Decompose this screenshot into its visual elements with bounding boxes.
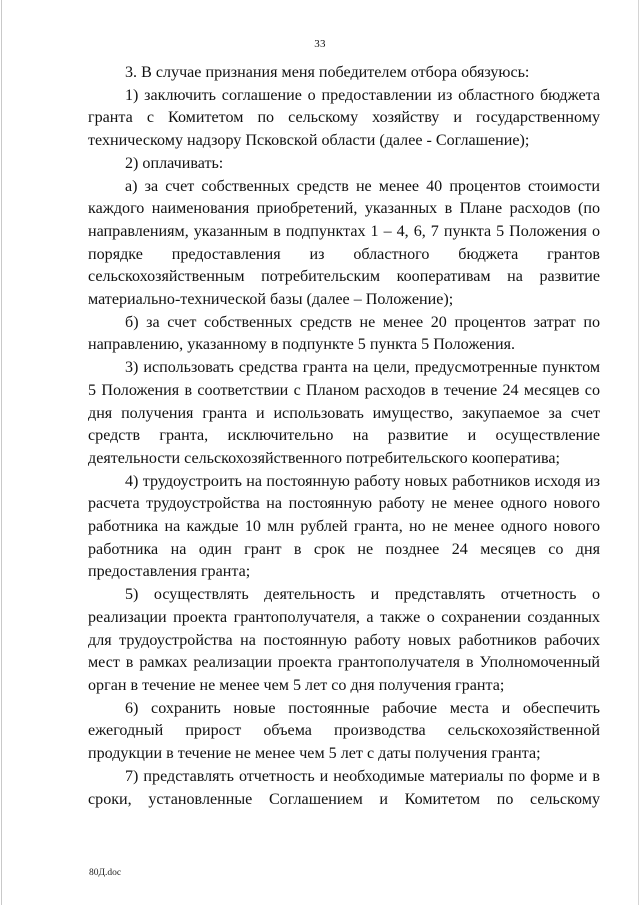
- page-left-edge: [1, 0, 2, 905]
- page-right-edge: [638, 0, 639, 905]
- page-number: 33: [314, 38, 326, 50]
- paragraph-item-6-jobs: 6) сохранить новые постоянные рабочие места и обеспечить ежегодный прирост объема производства сельскохозяйственной продукции в течение не менее чем 5 лет с даты получения гранта;: [88, 699, 600, 763]
- paragraph-item-7-materials: 7) представлять отчетность и необходимые материалы по форме и в сроки, установленные Соглашением и Комитетом по сельскому: [88, 767, 600, 808]
- paragraph-subitem-b: б) за счет собственных средств не менее 20 процентов затрат по направлению, указанному в подпункте 5 пункта 5 Положения.: [88, 313, 600, 354]
- paragraph-item-4-employment: 4) трудоустроить на постоянную работу новых работников исходя из расчета трудоустройства на постоянную работу не менее одного нового работника на каждые 10 млн рублей гранта, но не менее одного нового работника на один грант в срок не позднее 24 месяцев со дня предоставления гранта;: [88, 472, 600, 581]
- paragraph-item-2-payment: 2) оплачивать:: [125, 154, 224, 172]
- paragraph-item-5-reporting: 5) осуществлять деятельность и представлять отчетность о реализации проекта грантополучателя, а также о сохранении созданных для трудоустройства на постоянную работу новых работников рабочих мест в рамках реализации проекта грантополучателя в Уполномоченный орган в течение не менее чем 5 лет со дня получения гранта;: [88, 586, 600, 694]
- footer-filename: 80Д.doc: [89, 868, 122, 878]
- paragraph-subitem-a: а) за счет собственных средств не менее 40 процентов стоимости каждого наименования приобретений, указанных в Плане расходов (по направлениям, указанным в подпунктах 1 – 4, 6, 7 пункта 5 Положения о порядке предоставления из областного бюджета грантов сельскохозяйственным потребительским кооперативам на развитие материально-технической базы (далее – Положение);: [88, 177, 600, 309]
- paragraph-item-1-agreement: 1) заключить соглашение о предоставлении из областного бюджета гранта с Комитетом по сельскому хозяйству и государственному техническому надзору Псковской области (далее - Соглашение);: [88, 86, 600, 150]
- paragraph-obligations-intro: 3. В случае признания меня победителем отбора обязуюсь:: [125, 64, 530, 81]
- document-body: [88, 62, 600, 811]
- paragraph-item-3-grant-use: 3) использовать средства гранта на цели, предусмотренные пунктом 5 Положения в соответствии с Планом расходов в течение 24 месяцев со дня получения гранта и использовать имущество, закупаемое за счет средств гранта, исключительно на развитие и осуществление деятельности сельскохозяйственного потребительского кооператива;: [88, 359, 600, 467]
